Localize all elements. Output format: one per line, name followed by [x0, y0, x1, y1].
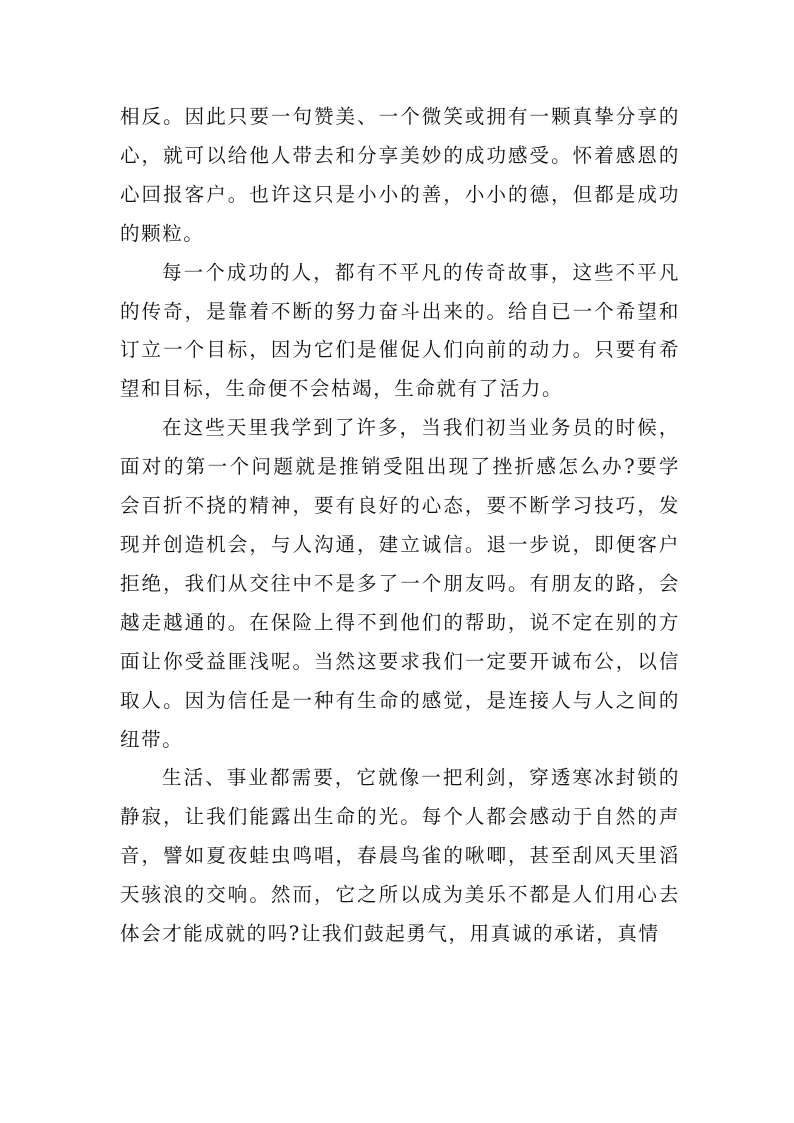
paragraph: 在这些天里我学到了许多，当我们初当业务员的时候，面对的第一个问题就是推销受阻出现了挫折感怎么办?要学会百折不挠的精神，要有良好的心态，要不断学习技巧，发现并创造机会，与人沟通，建立诚信。退一步说，即便客户拒绝，我们从交往中不是多了一个朋友吗。有朋友的路，会越走越通的。在保险上得不到他们的帮助，说不定在别的方面让你受益匪浅呢。当然这要求我们一定要开诚布公，以信取人。因为信任是一种有生命的感觉，是连接人与人之间的纽带。 [120, 416, 680, 751]
paragraph-continued: 相反。因此只要一句赞美、一个微笑或拥有一颗真挚分享的心，就可以给他人带去和分享美妙的成功感受。怀着感恩的心回报客户。也许这只是小小的善，小小的德，但都是成功的颗粒。 [120, 105, 680, 245]
paragraph: 每一个成功的人，都有不平凡的传奇故事，这些不平凡的传奇，是靠着不断的努力奋斗出来的。给自已一个希望和订立一个目标，因为它们是催促人们向前的动力。只要有希望和目标，生命便不会枯竭，生命就有了活力。 [120, 260, 680, 401]
paragraph: 生活、事业都需要，它就像一把利剑，穿透寒冰封锁的静寂，让我们能露出生命的光。每个人都会感动于自然的声音，譬如夏夜蛙虫鸣唱，春晨鸟雀的啾唧，甚至刮风天里滔天骇浪的交响。然而，它之所以成为美乐不都是人们用心去体会才能成就的吗?让我们鼓起勇气，用真诚的承诺，真情 [120, 766, 680, 946]
document-body [120, 98, 680, 954]
